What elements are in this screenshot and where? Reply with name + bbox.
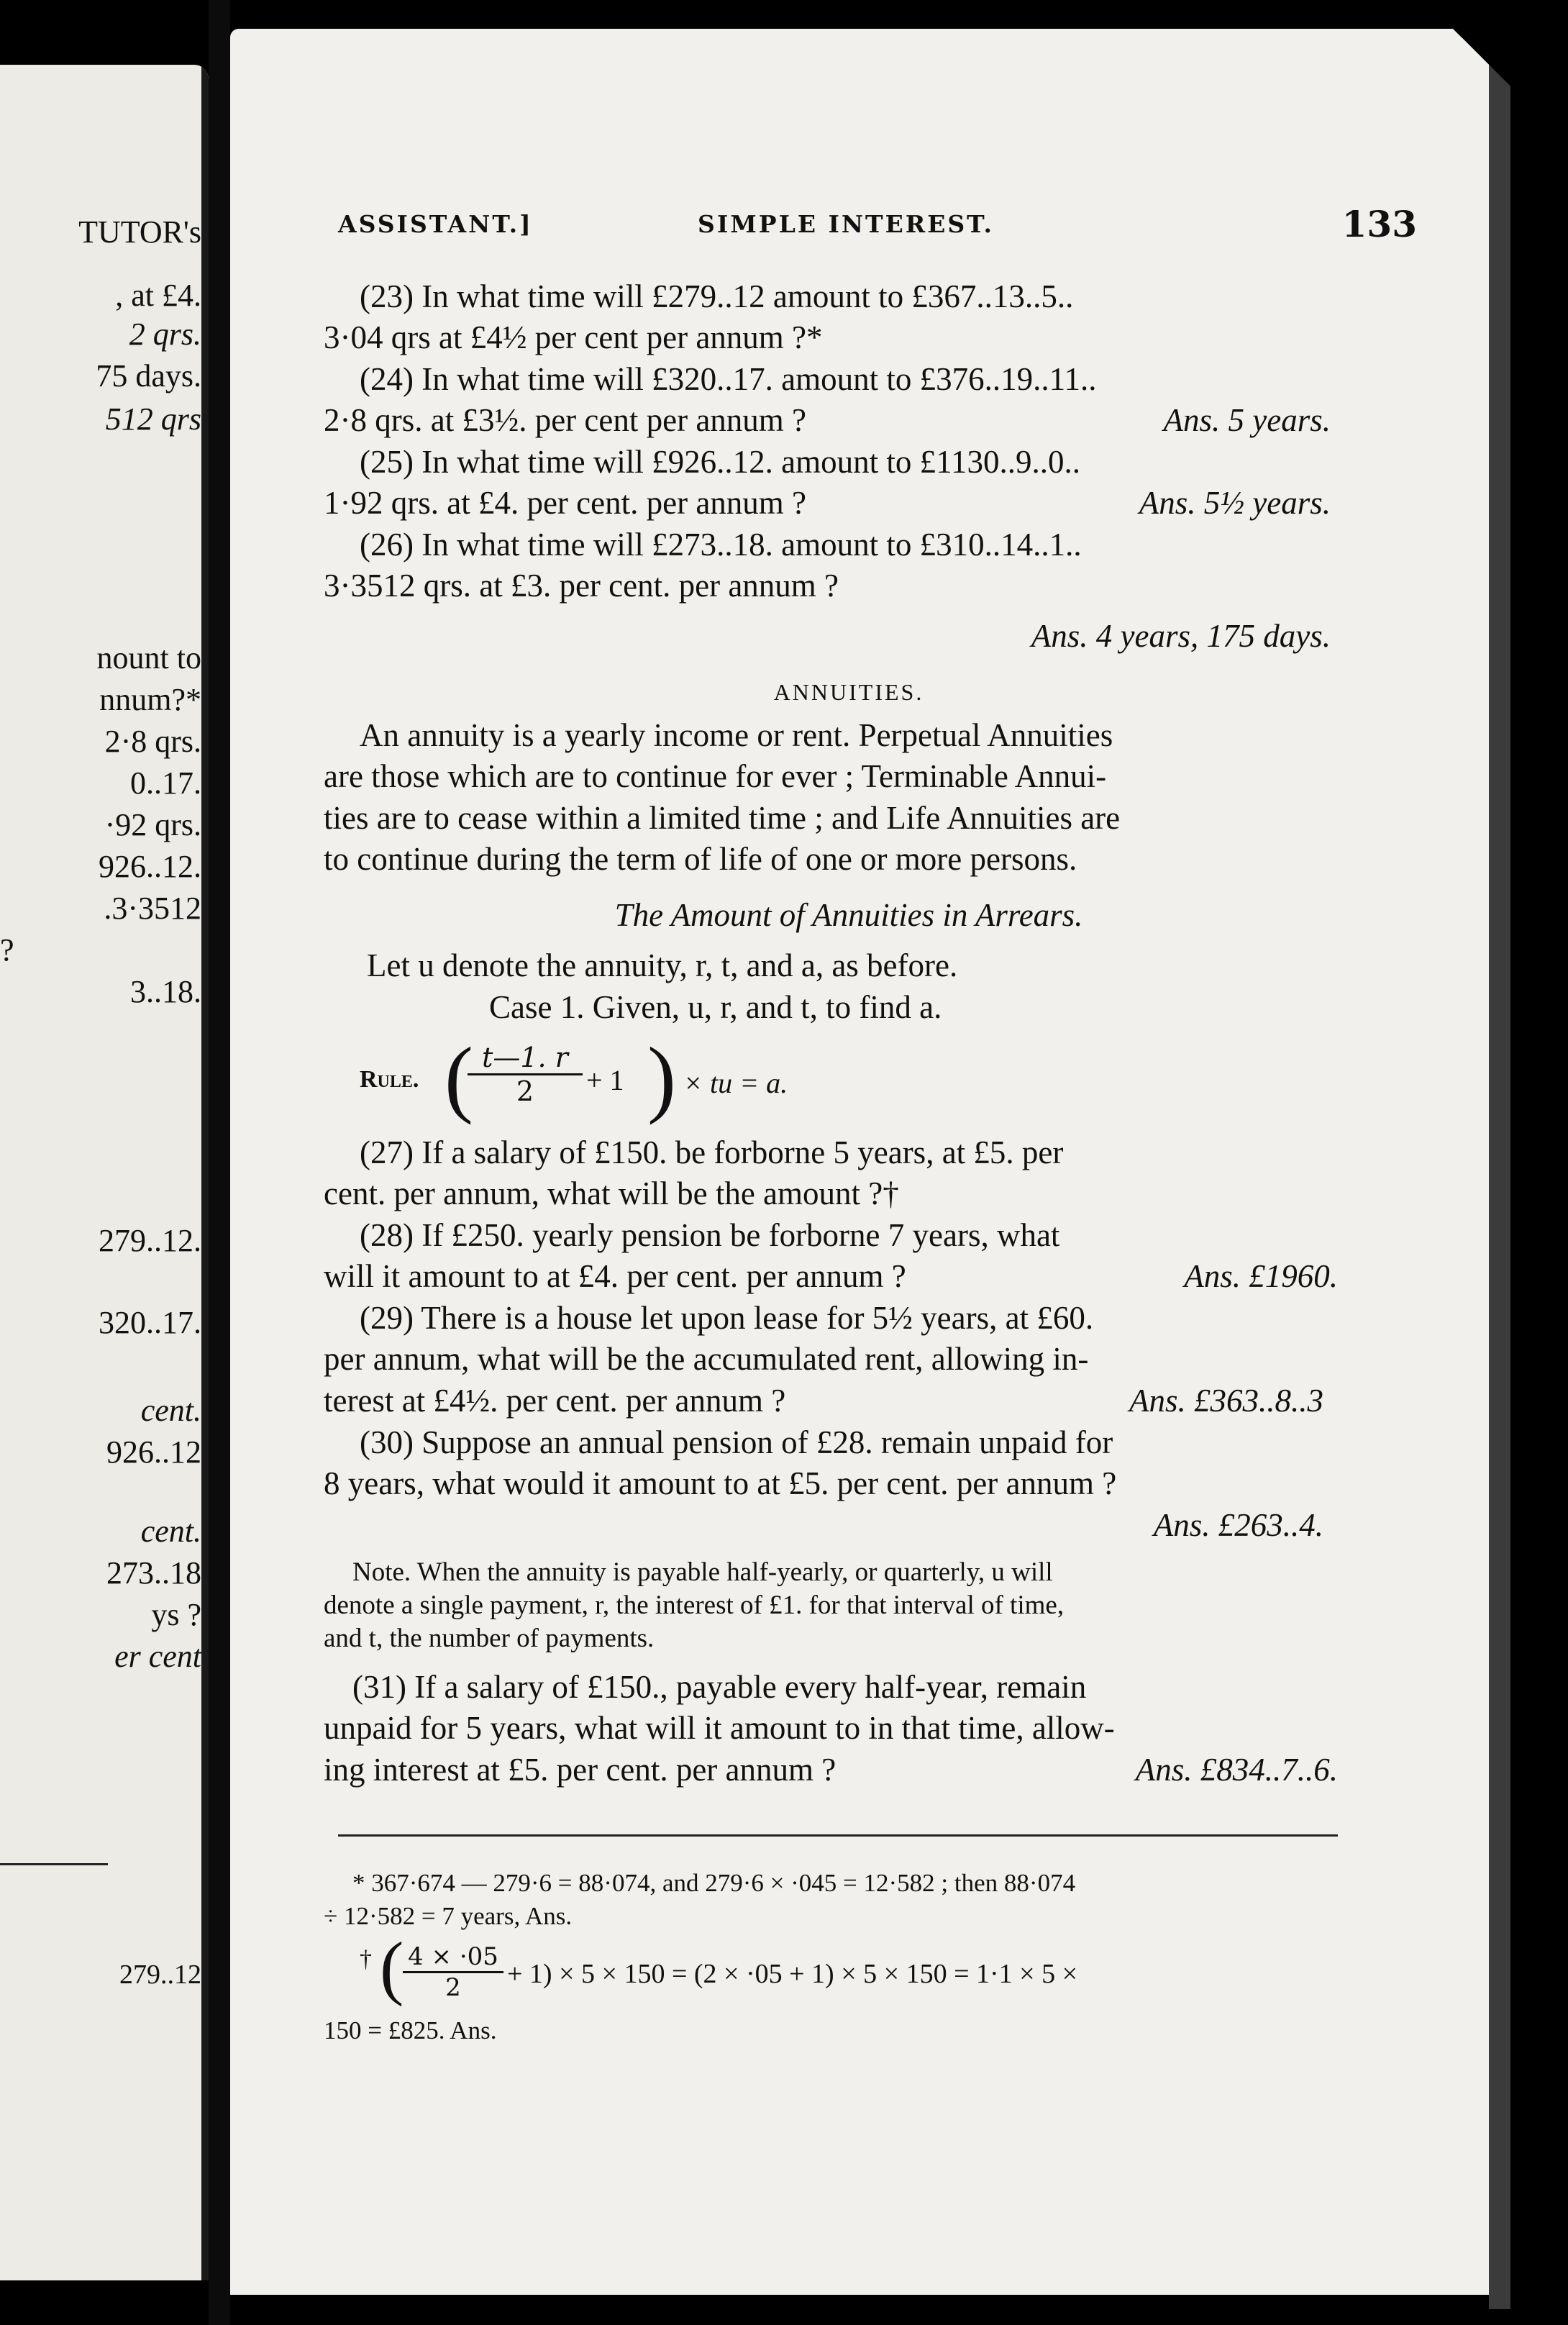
- answer: Ans. 4 years, 175 days.: [1031, 618, 1331, 654]
- problem-line: 1·92 qrs. at £4. per cent. per annum ?: [324, 485, 807, 521]
- left-page-line: er cent: [114, 1639, 201, 1674]
- problem-line: ing interest at £5. per cent. per annum ?: [324, 1752, 837, 1788]
- left-page-line: 2 qrs.: [129, 317, 201, 352]
- answer: Ans. £263..4.: [1153, 1507, 1323, 1543]
- left-page-line: nnum?*: [99, 682, 201, 717]
- left-page-line: ·92 qrs.: [104, 807, 201, 842]
- left-page-line: nount to: [96, 640, 201, 675]
- footnote-line: * 367·674 — 279·6 = 88·074, and 279·6 × ·045 = 12·582 ; then 88·074: [352, 1869, 1076, 1897]
- problem-line: (29) There is a house let upon lease for 5½ years, at £60.: [360, 1300, 1094, 1336]
- paragraph-line: Let u denote the annuity, r, t, and a, as before.: [367, 947, 958, 983]
- left-page-line: 0..17.: [130, 765, 201, 801]
- note-line: denote a single payment, r, the interest of £1. for that interval of time,: [324, 1591, 1065, 1620]
- section-heading: ANNUITIES.: [773, 679, 924, 705]
- footnote-dagger: †: [360, 1946, 372, 1973]
- problem-line: will it amount to at £4. per cent. per annum ?: [324, 1258, 906, 1294]
- left-page-line: 3..18.: [130, 974, 201, 1009]
- rule-fraction: [468, 1042, 583, 1107]
- paragraph-line: to continue during the term of life of one or more persons.: [324, 841, 1077, 877]
- open-paren: (: [380, 1927, 404, 2007]
- problem-line: 2·8 qrs. at £3½. per cent per annum ?: [324, 402, 807, 438]
- left-page-line: cent.: [140, 1514, 201, 1549]
- rule-fraction-numerator: t—1. r: [468, 1042, 583, 1075]
- left-page-line: 320..17.: [99, 1305, 201, 1340]
- footnote-formula: + 1) × 5 × 150 = (2 × ·05 + 1) × 5 × 150 = 1·1 × 5 ×: [507, 1959, 1078, 1989]
- left-page-gutter: [201, 65, 209, 2280]
- rule-fraction-denominator: 2: [516, 1075, 534, 1107]
- left-page-line: 75 days.: [96, 358, 201, 393]
- problem-line: (25) In what time will £926..12. amount to £1130..9..0..: [360, 444, 1080, 480]
- rule-plus: + 1: [586, 1064, 624, 1096]
- problem-line: (31) If a salary of £150., payable every half-year, remain: [352, 1669, 1087, 1705]
- problem-line: (23) In what time will £279..12 amount to £367..13..5..: [360, 278, 1074, 314]
- left-page: [0, 65, 209, 2280]
- left-page-line: 926..12: [106, 1434, 201, 1470]
- open-paren: (: [445, 1029, 473, 1125]
- footnote-fraction-numerator: 4 × ·05: [403, 1942, 503, 1973]
- running-header-title: SIMPLE INTEREST.: [698, 210, 994, 238]
- problem-line: per annum, what will be the accumulated rent, allowing in-: [324, 1341, 1089, 1377]
- rule-tail: × tu = a.: [683, 1067, 788, 1099]
- footnote-fraction-denominator: 2: [445, 1973, 461, 2002]
- left-page-line: 512 qrs: [105, 401, 201, 437]
- footnote-line: 150 = £825. Ans.: [324, 2016, 497, 2044]
- footnote-line: ÷ 12·582 = 7 years, Ans.: [324, 1902, 573, 1930]
- paragraph-line: are those which are to continue for ever ; Terminable Annui-: [324, 758, 1107, 794]
- page-corner-fold: [1424, 0, 1568, 144]
- problem-line: terest at £4½. per cent. per annum ?: [324, 1383, 786, 1419]
- answer: Ans. 5½ years.: [1139, 485, 1331, 521]
- paragraph-line: An annuity is a yearly income or rent. Perpetual Annuities: [360, 717, 1113, 753]
- left-page-line: 273..18: [106, 1555, 201, 1591]
- answer: Ans. £834..7..6.: [1135, 1752, 1338, 1788]
- left-page-header: TUTOR's: [78, 214, 201, 250]
- answer: Ans. £363..8..3: [1129, 1383, 1323, 1419]
- left-page-line: ?: [0, 932, 14, 968]
- problem-line: 3·04 qrs at £4½ per cent per annum ?*: [324, 319, 823, 355]
- paragraph-line: ties are to cease within a limited time ; and Life Annuities are: [324, 800, 1121, 836]
- subheading: The Amount of Annuities in Arrears.: [614, 897, 1083, 933]
- left-page-line: 926..12.: [99, 849, 201, 884]
- problem-line: unpaid for 5 years, what will it amount to in that time, allow-: [324, 1710, 1115, 1746]
- problem-line: 8 years, what would it amount to at £5. per cent. per annum ?: [324, 1465, 1117, 1501]
- left-page-line: .3·3512: [104, 891, 201, 926]
- answer: Ans. £1960.: [1184, 1258, 1338, 1294]
- problem-line: (24) In what time will £320..17. amount to £376..19..11..: [360, 361, 1097, 397]
- close-paren: ): [647, 1029, 676, 1125]
- problem-line: cent. per annum, what will be the amount ?†: [324, 1175, 899, 1211]
- rule-label: Rule.: [360, 1066, 419, 1093]
- left-page-rule: [0, 1863, 108, 1865]
- left-page-line: 2·8 qrs.: [104, 724, 201, 759]
- note-line: Note. When the annuity is payable half-yearly, or quarterly, u will: [352, 1557, 1053, 1587]
- left-page-line: 279..12.: [99, 1223, 201, 1258]
- note-line: and t, the number of payments.: [324, 1624, 655, 1653]
- case-line: Case 1. Given, u, r, and t, to find a.: [489, 989, 942, 1025]
- problem-line: (30) Suppose an annual pension of £28. remain unpaid for: [360, 1424, 1113, 1460]
- left-page-line: , at £4.: [115, 278, 201, 313]
- problem-line: 3·3512 qrs. at £3. per cent. per annum ?: [324, 568, 839, 604]
- running-header-left: ASSISTANT.]: [338, 210, 533, 238]
- book-spine: [209, 0, 230, 2325]
- page-number: 133: [1341, 203, 1417, 245]
- answer: Ans. 5 years.: [1163, 402, 1331, 438]
- left-page-line: 279..12: [119, 1960, 201, 1990]
- left-page-line: cent.: [140, 1393, 201, 1428]
- left-page-line: ys ?: [151, 1597, 201, 1632]
- footnote-rule: [338, 1834, 1338, 1837]
- problem-line: (28) If £250. yearly pension be forborne 7 years, what: [360, 1217, 1060, 1253]
- footnote-fraction: [403, 1942, 503, 2002]
- page-edge: [1489, 14, 1510, 2309]
- problem-line: (26) In what time will £273..18. amount to £310..14..1..: [360, 527, 1082, 563]
- problem-line: (27) If a salary of £150. be forborne 5 years, at £5. per: [360, 1134, 1064, 1170]
